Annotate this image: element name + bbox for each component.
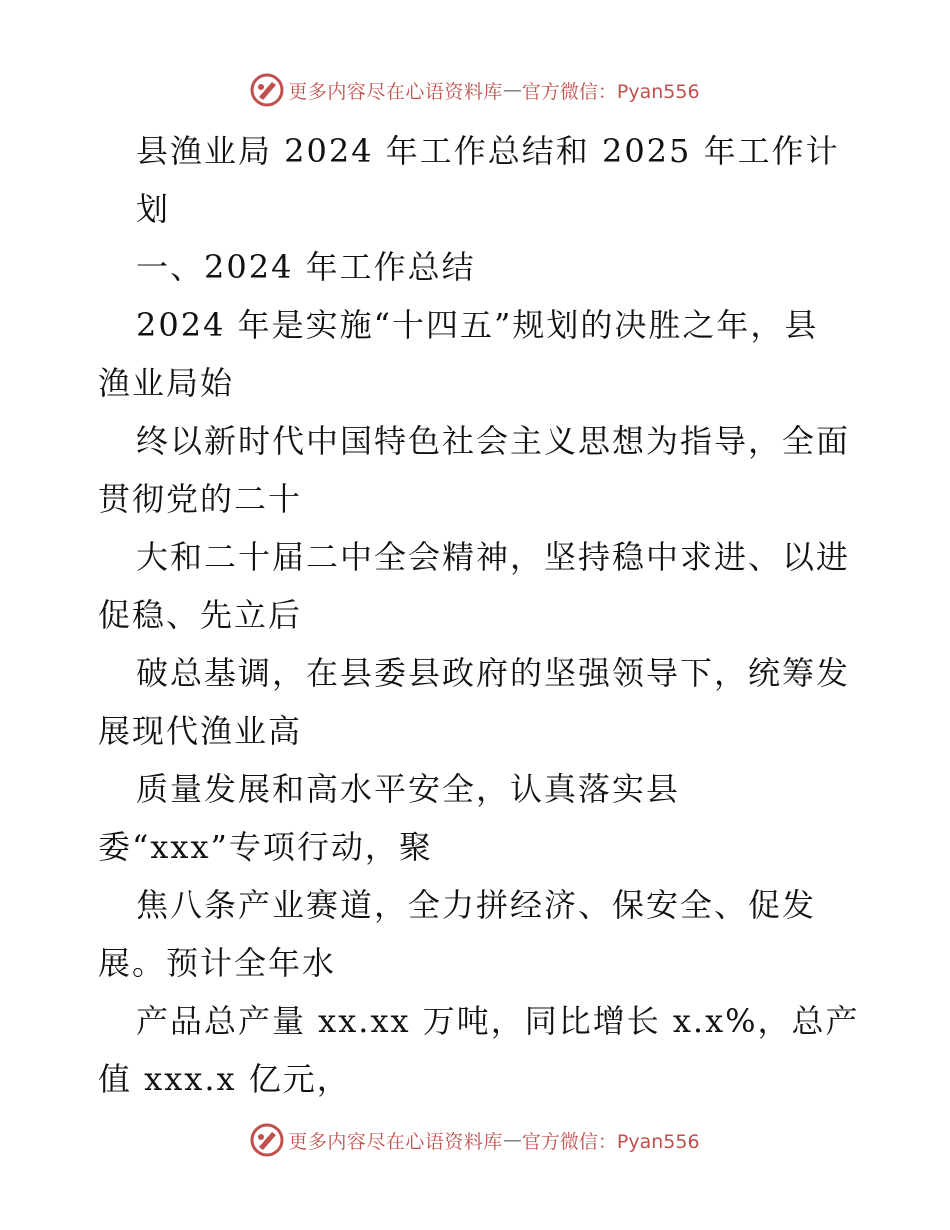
text-line: 终以新时代中国特色社会主义思想为指导，全面 xyxy=(136,422,851,460)
footer-watermark xyxy=(0,1120,950,1160)
document-body xyxy=(98,122,868,1108)
text-line: 一、2024 年工作总结 xyxy=(136,248,476,286)
logo-icon xyxy=(250,1123,284,1157)
watermark-separator: — xyxy=(502,79,522,101)
text-line: 委“xxx”专项行动，聚 xyxy=(98,828,433,866)
text-line: 县渔业局 2024 年工作总结和 2025 年工作计 xyxy=(136,132,840,170)
text-line: 促稳、先立后 xyxy=(98,596,303,634)
text-line: 渔业局始 xyxy=(98,364,235,402)
text-line: 破总基调，在县委县政府的坚强领导下，统筹发 xyxy=(136,654,851,692)
watermark-text: 更多内容尽在心语资料库 xyxy=(288,1130,503,1153)
text-line: 产品总产量 xx.xx 万吨，同比增长 x.x%，总产 xyxy=(136,1002,860,1040)
text-line: 大和二十届二中全会精神，坚持稳中求进、以进 xyxy=(136,538,851,576)
text-line: 贯彻党的二十 xyxy=(98,480,303,518)
text-line: 质量发展和高水平安全，认真落实县 xyxy=(136,770,681,808)
header-watermark xyxy=(0,70,950,110)
text-line: 展。预计全年水 xyxy=(98,944,337,982)
text-line: 焦八条产业赛道，全力拼经济、保安全、促发 xyxy=(136,886,817,924)
logo-icon xyxy=(250,73,284,107)
text-line: 划 xyxy=(136,190,171,228)
text-line: 值 xxx.x 亿元， xyxy=(98,1060,351,1098)
text-line: 2024 年是实施“十四五”规划的决胜之年，县 xyxy=(136,306,819,344)
watermark-wechat: 官方微信：Pyan556 xyxy=(521,1130,700,1153)
watermark-wechat: 官方微信：Pyan556 xyxy=(521,80,700,103)
text-line: 展现代渔业高 xyxy=(98,712,303,750)
watermark-separator: — xyxy=(502,1129,522,1151)
watermark-text: 更多内容尽在心语资料库 xyxy=(288,80,503,103)
